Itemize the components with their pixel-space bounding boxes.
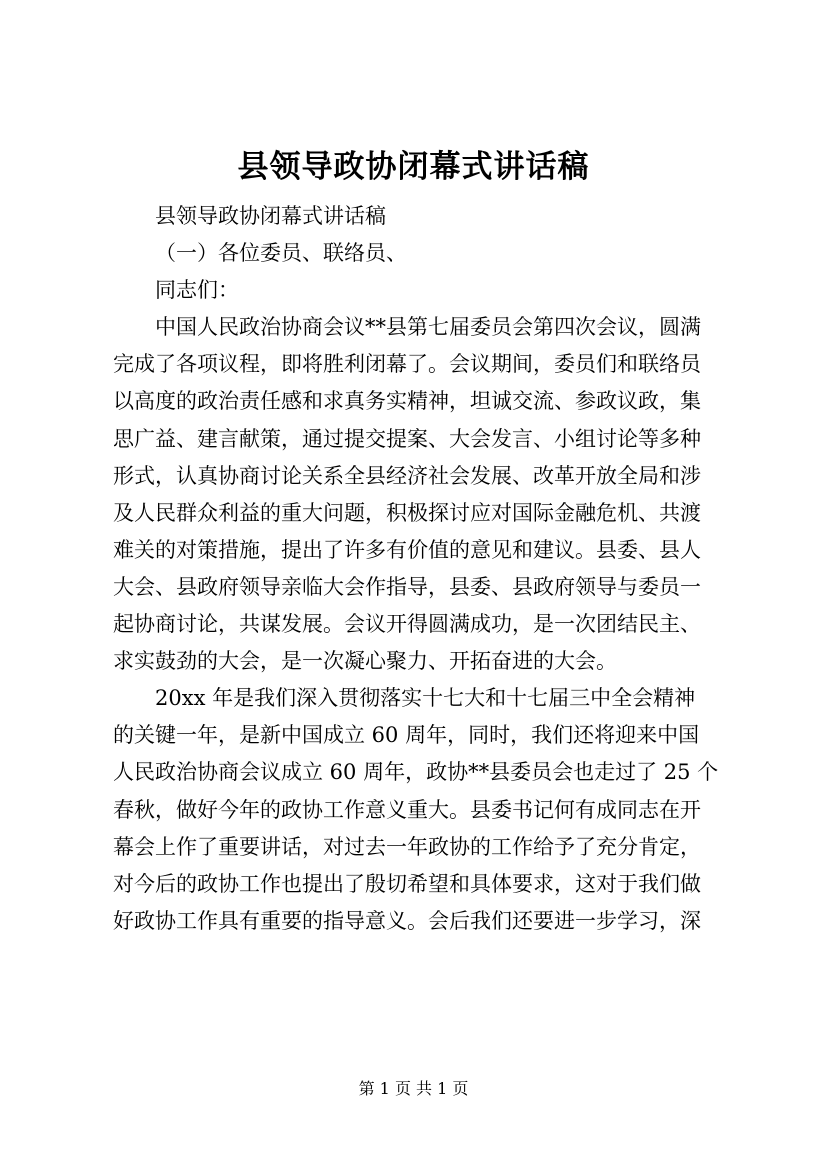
paragraph-line: 对今后的政协工作也提出了殷切希望和具体要求，这对于我们做 [113,871,701,896]
paragraph-line: 大会、县政府领导亲临大会作指导，县委、县政府领导与委员一 [113,574,701,599]
paragraph-line: 起协商讨论，共谋发展。会议开得圆满成功，是一次团结民主、 [113,612,701,637]
paragraph-line: 思广益、建言献策，通过提交提案、大会发言、小组讨论等多种 [113,426,701,451]
paragraph-line: 幕会上作了重要讲话，对过去一年政协的工作给予了充分肯定， [113,834,701,859]
subtitle-line: 县领导政协闭幕式讲话稿 [155,204,386,228]
document-body [113,198,719,940]
paragraph-line: 求实鼓劲的大会，是一次凝心聚力、开拓奋进的大会。 [113,649,617,674]
paragraph-line: 人民政治协商会议成立 60 周年，政协**县委员会也走过了 25 个 [113,760,719,785]
paragraph-line: 难关的对策措施，提出了许多有价值的意见和建议。县委、县人 [113,537,701,562]
paragraph-line: 的关键一年，是新中国成立 60 周年，同时，我们还将迎来中国 [113,723,700,748]
paragraph-line: 形式，认真协商讨论关系全县经济社会发展、改革开放全局和涉 [113,463,701,488]
paragraph-line: 以高度的政治责任感和求真务实精神，坦诚交流、参政议政，集 [113,389,701,414]
page-footer: 第 1 页 共 1 页 [358,1079,469,1098]
paragraph-line: 及人民群众利益的重大问题，积极探讨应对国际金融危机、共渡 [113,500,701,525]
paragraph-line: 好政协工作具有重要的指导意义。会后我们还要进一步学习，深 [113,908,701,933]
salutation-line: （一）各位委员、联络员、 [155,241,407,266]
paragraph-line: 春秋，做好今年的政协工作意义重大。县委书记何有成同志在开 [113,797,701,822]
document-title: 县领导政协闭幕式讲话稿 [237,149,590,185]
paragraph-line: 完成了各项议程，即将胜利闭幕了。会议期间，委员们和联络员 [113,352,701,377]
paragraph-line: 20xx 年是我们深入贯彻落实十七大和十七届三中全会精神 [155,686,696,711]
salutation-line: 同志们： [155,278,239,303]
paragraph-line: 中国人民政治协商会议**县第七届委员会第四次会议，圆满 [155,315,701,340]
